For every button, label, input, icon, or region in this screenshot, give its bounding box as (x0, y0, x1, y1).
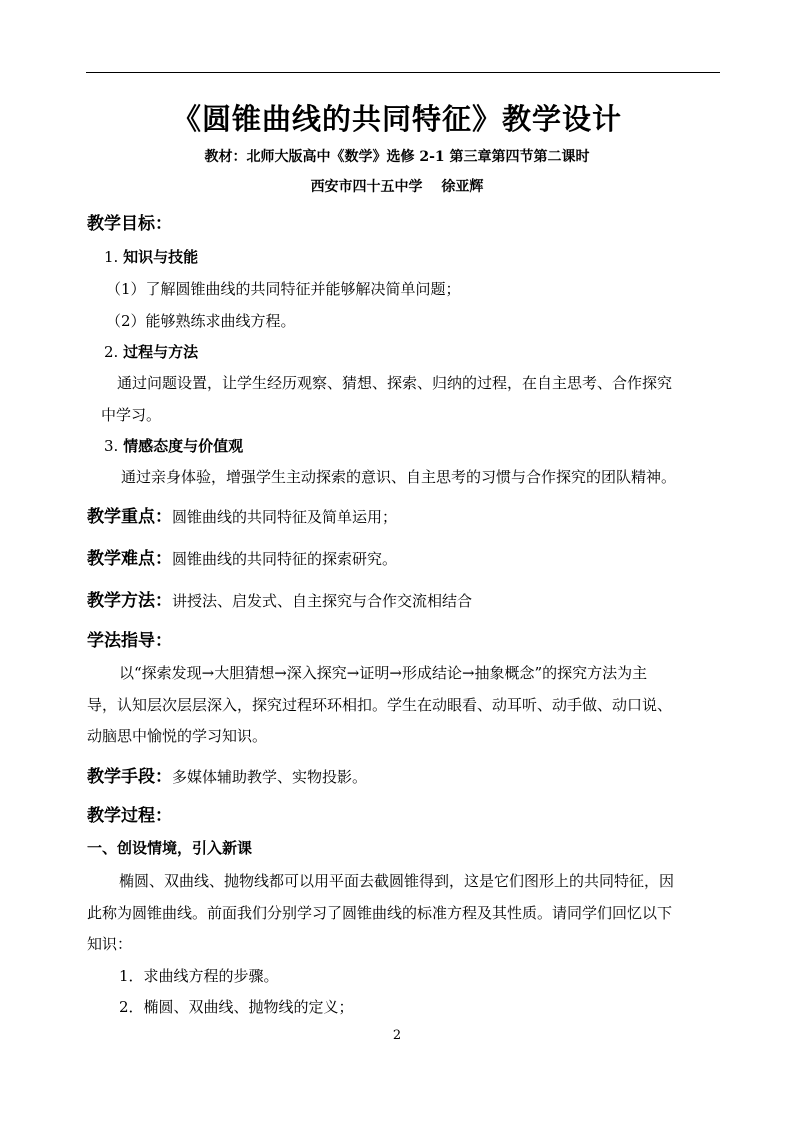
goal-3-text: 通过亲身体验，增强学生主动探索的意识、自主思考的习惯与合作探究的团队精神。 (121, 468, 677, 486)
author-info: 西安市四十五中学 徐亚辉 (310, 179, 484, 195)
goals-heading: 教学目标： (87, 214, 172, 234)
study-guide-line2: 导，认知层次层层深入，探究过程环环相扣。学生在动眼看、动耳听、动手做、动口说、 (87, 696, 673, 714)
goal-2-line2: 中学习。 (101, 406, 162, 424)
goal-item-1 (104, 246, 198, 267)
goal-2-line1: 通过问题设置，让学生经历观察、猜想、探索、归纳的过程，在自主思考、合作探究 (117, 374, 673, 392)
textbook-info: 教材：北师大版高中《数学》选修 2-1 第三章第四节第二课时 (204, 149, 590, 165)
goal-item-3-label: 情感态度与价值观 (123, 437, 244, 455)
difficulties (87, 544, 397, 569)
methods-text: 讲授法、启发式、自主探究与合作交流相结合 (172, 592, 473, 610)
key-points-heading: 教学重点： (87, 507, 172, 527)
means-heading: 教学手段： (87, 767, 172, 787)
goal-1a: （1）了解圆锥曲线的共同特征并能够解决简单问题； (106, 280, 461, 298)
study-guide-line3: 动脑思中愉悦的学习知识。 (87, 727, 268, 745)
goal-1b: （2）能够熟练求曲线方程。 (106, 312, 296, 330)
goal-item-3 (104, 435, 243, 456)
goal-item-2-number: 2. (104, 343, 119, 361)
key-points-text: 圆锥曲线的共同特征及简单运用； (172, 508, 398, 526)
methods-heading: 教学方法： (87, 591, 172, 611)
process-list-item-1: 1．求曲线方程的步骤。 (119, 967, 279, 985)
process-list-item-2: 2．椭圆、双曲线、抛物线的定义； (119, 998, 354, 1016)
goal-item-1-number: 1. (104, 248, 119, 266)
process-heading: 教学过程： (87, 806, 172, 826)
process-para-line1: 椭圆、双曲线、抛物线都可以用平面去截圆锥得到，这是它们图形上的共同特征，因 (119, 872, 675, 890)
process-section-1 (87, 837, 252, 858)
header-rule (86, 72, 720, 73)
difficulties-heading: 教学难点： (87, 549, 172, 569)
goal-item-2-label: 过程与方法 (123, 343, 199, 361)
study-guide-heading: 学法指导： (87, 631, 172, 651)
study-guide-line1: 以“探索发现→大胆猜想→深入探究→证明→形成结论→抽象概念”的探究方法为主 (119, 664, 648, 682)
difficulties-text: 圆锥曲线的共同特征的探索研究。 (172, 550, 398, 568)
goal-item-3-number: 3. (104, 437, 119, 455)
process-section-1-title: 一、创设情境，引入新课 (87, 839, 253, 857)
goal-item-2 (104, 341, 198, 362)
means (87, 762, 367, 787)
process-para-line3: 知识： (87, 935, 133, 953)
methods (87, 586, 472, 611)
key-points (87, 502, 397, 527)
goal-item-1-label: 知识与技能 (123, 248, 199, 266)
means-text: 多媒体辅助教学、实物投影。 (172, 768, 368, 786)
process-para-line2: 此称为圆锥曲线。前面我们分别学习了圆锥曲线的标准方程及其性质。请同学们回忆以下 (87, 904, 673, 922)
document-title: 《圆锥曲线的共同特征》教学设计 (171, 102, 622, 136)
page-number: 2 (392, 1028, 402, 1043)
